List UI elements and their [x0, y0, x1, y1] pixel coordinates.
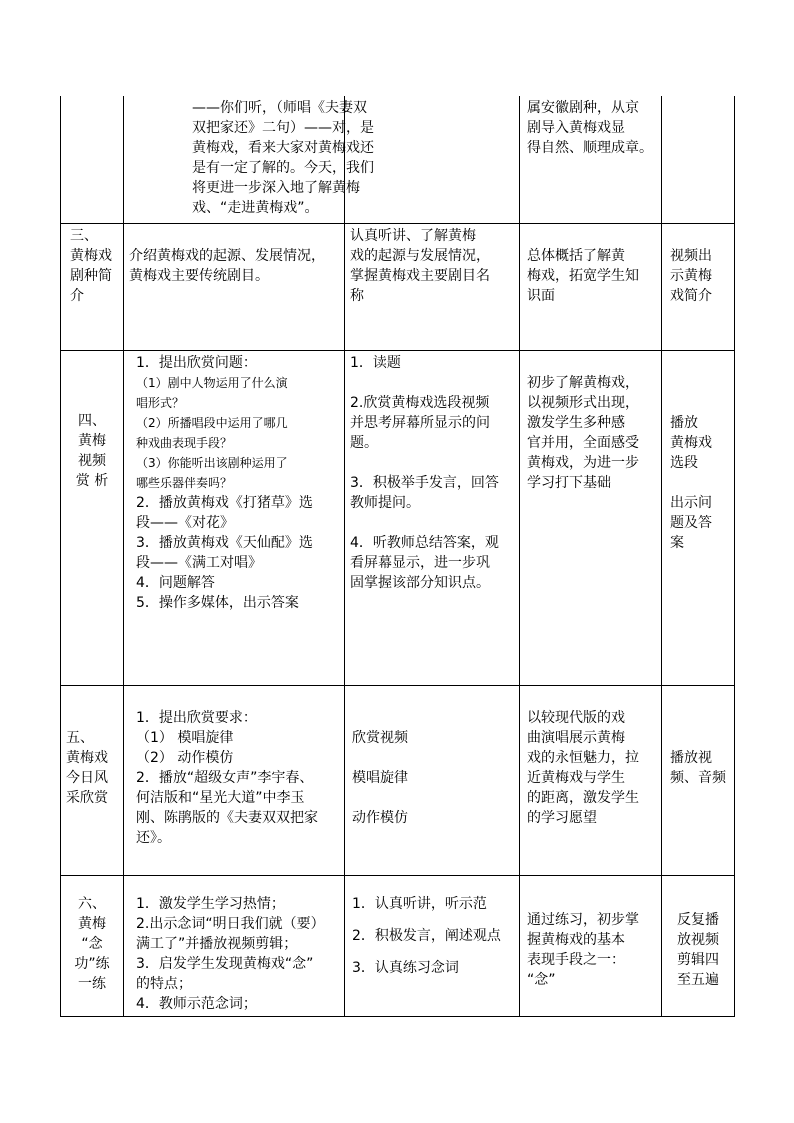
text-line: 哪些乐器伴奏吗？ [136, 475, 233, 490]
block-spacer [350, 453, 514, 473]
text-line: 2．积极发言，阐述观点 [352, 927, 501, 944]
text-line: 以较现代版的戏 [527, 709, 625, 726]
text-line: 频、音频 [670, 769, 726, 786]
text-line: 放视频 [677, 931, 719, 948]
text-line: 属安徽剧种，从京 [527, 100, 639, 116]
text-line: 黄梅戏 [66, 749, 108, 766]
text-line: 段——《对花》 [136, 514, 234, 531]
text-line: 一练 [78, 975, 106, 992]
text-line: 介绍黄梅戏的起源、发展情况， [129, 247, 325, 264]
text-line: 播放 [670, 414, 698, 431]
student-activity-cell [345, 223, 520, 350]
media-cell [662, 223, 735, 350]
text-line: 3．认真练习念词 [352, 959, 459, 976]
text-line: 黄梅戏 [670, 434, 712, 451]
text-line: 段——《满工对唱》 [136, 554, 262, 571]
text-line: （3）你能听出该剧种运用了 [136, 455, 288, 470]
text-line: 表现手段之一： [527, 951, 625, 968]
text-line: 剧导入黄梅戏显 [527, 120, 625, 136]
stage-cell [61, 875, 124, 1016]
text-line: 3．积极举手发言，回答 [350, 474, 499, 491]
text-line: 总体概括了解黄 [527, 247, 625, 264]
design-intent-cell [520, 223, 662, 350]
design-intent-cell [520, 96, 662, 223]
text-line: 戏简介 [670, 287, 712, 304]
text-line: 戏的起源与发展情况， [350, 247, 490, 264]
lesson-plan-table [60, 96, 735, 1017]
text-line: 黄梅戏，为进一步 [527, 454, 639, 471]
text-line: 四、 [78, 412, 106, 429]
text-line: 反复播 [677, 911, 719, 928]
block-spacer [350, 373, 514, 393]
text-line: 2．播放“超级女声”李宇春、 [136, 769, 314, 786]
text-line: 曲演唱展示黄梅 [527, 729, 625, 746]
block-spacer [352, 946, 514, 958]
text-line: 戏的永恒魅力，拉 [527, 749, 639, 766]
text-line: 黄梅 [78, 915, 106, 932]
text-line: 4．问题解答 [136, 574, 215, 591]
stage-cell [61, 96, 124, 223]
text-line: 双把家还》二句）——对，是 [192, 120, 374, 136]
media-cell [662, 685, 735, 875]
text-line: 3．播放黄梅戏《天仙配》选 [136, 534, 313, 551]
text-line: 1．激发学生学习热情； [136, 895, 285, 912]
block-spacer [670, 473, 729, 493]
text-line: 3．启发学生发现黄梅戏“念” [136, 955, 314, 972]
stage-cell [61, 223, 124, 350]
text-line: 固掌握该部分知识点。 [350, 574, 490, 591]
text-line: 教师提问。 [350, 494, 420, 511]
student-activity-cell [345, 685, 520, 875]
text-line: 以视频形式出现， [527, 394, 639, 411]
block-spacer [352, 914, 514, 926]
text-line: 5．操作多媒体，出示答案 [136, 594, 299, 611]
teacher-activity-cell [124, 875, 345, 1016]
media-cell [662, 875, 735, 1016]
text-line: 满工了”并播放视频剪辑； [136, 935, 298, 952]
text-line: 将更进一步深入地了解黄梅 [192, 180, 360, 196]
student-activity-cell [345, 350, 520, 685]
text-line: 称 [350, 287, 364, 304]
teacher-steps [136, 493, 339, 613]
block-spacer [350, 513, 514, 533]
text-line: 剧种简 [70, 267, 112, 284]
text-line: 模唱旋律 [352, 769, 408, 786]
text-line: 出示问 [670, 494, 712, 511]
teacher-activity-cell [124, 223, 345, 350]
text-line: 题。 [350, 434, 378, 451]
text-line: 4．听教师总结答案，观 [350, 534, 499, 551]
text-line: 识面 [527, 287, 555, 304]
table-row [61, 96, 735, 223]
text-line: 4．教师示范念词； [136, 995, 257, 1012]
text-line: 赏 析 [75, 472, 109, 489]
text-line: ——你们听，（师唱《夫妻双 [192, 100, 367, 116]
text-line: 黄梅戏主要传统剧目。 [129, 267, 269, 284]
text-line: 介 [70, 287, 84, 304]
table-row [61, 350, 735, 685]
text-line: 何洁版和“星光大道”中李玉 [136, 789, 305, 806]
design-intent-cell [520, 685, 662, 875]
text-line: 选段 [670, 454, 698, 471]
text-line: 还》。 [136, 829, 171, 846]
text-line: 并思考屏幕所显示的问 [350, 414, 490, 431]
text-line: 的距离，激发学生 [527, 789, 639, 806]
text-line: 激发学生多种感 [527, 414, 625, 431]
table-row [61, 223, 735, 350]
appreciation-questions-heading: 1．提出欣赏问题： [136, 354, 257, 371]
text-line: 握黄梅戏的基本 [527, 931, 625, 948]
stage-cell [61, 350, 124, 685]
text-line: 的学习愿望 [527, 809, 597, 826]
text-line: 1．读题 [350, 354, 401, 371]
block-spacer [352, 788, 514, 808]
text-line: 2.欣赏黄梅戏选段视频 [350, 394, 490, 411]
text-line: 黄梅戏，看来大家对黄梅戏还 [192, 140, 374, 156]
text-line: 看屏幕显示，进一步巩 [350, 554, 490, 571]
text-line: 梅戏，拓宽学生知 [527, 267, 639, 284]
teacher-activity-cell [124, 350, 345, 685]
text-line: 戏、“走进黄梅戏”。 [192, 200, 319, 216]
teacher-activity-cell [124, 96, 374, 223]
design-intent-cell [520, 350, 662, 685]
text-line: 今日风 [66, 769, 108, 786]
text-line: 1．提出欣赏要求： [136, 709, 257, 726]
text-line: 案 [670, 534, 684, 551]
text-line: 剪辑四 [677, 951, 719, 968]
text-line: 唱形式？ [136, 395, 185, 410]
text-line: 得自然、顺理成章。 [527, 140, 653, 156]
text-line: 动作模仿 [352, 809, 408, 826]
text-line: 1．认真听讲，听示范 [352, 895, 487, 912]
text-line: 官并用，全面感受 [527, 434, 639, 451]
block-spacer [352, 748, 514, 768]
text-line: 认真听讲、了解黄梅 [350, 227, 476, 244]
teacher-activity-cell [124, 685, 345, 875]
text-line: 通过练习，初步掌 [527, 911, 639, 928]
table-row [61, 685, 735, 875]
student-activity-cell [345, 875, 520, 1016]
text-line: 采欣赏 [66, 789, 108, 806]
text-line: 学习打下基础 [527, 474, 611, 491]
text-line: 视频 [78, 452, 106, 469]
text-line: 至五遍 [677, 971, 719, 988]
stage-cell [61, 685, 124, 875]
text-line: 功”练 [74, 955, 110, 972]
text-line: 是有一定了解的。今天，我们 [192, 160, 374, 176]
text-line: 的特点； [136, 975, 192, 992]
text-line: 六、 [78, 895, 106, 912]
text-line: “念” [527, 971, 556, 988]
text-line: 种戏曲表现手段？ [136, 435, 233, 450]
design-intent-cell [520, 875, 662, 1016]
text-line: （1）剧中人物运用了什么演 [136, 375, 288, 390]
text-line: “念 [81, 935, 103, 952]
text-line: 五、 [66, 729, 94, 746]
media-cell [662, 350, 735, 685]
text-line: 视频出 [670, 247, 712, 264]
text-line: 刚、陈鹃版的《夫妻双双把家 [136, 809, 318, 826]
text-line: 欣赏视频 [352, 729, 408, 746]
appreciation-questions [136, 373, 339, 493]
text-line: （1） 模唱旋律 [136, 729, 234, 746]
text-line: （2）所播唱段中运用了哪几 [136, 415, 288, 430]
text-line: 题及答 [670, 514, 712, 531]
text-line: 示黄梅 [670, 267, 712, 284]
text-line: 近黄梅戏与学生 [527, 769, 625, 786]
text-line: 2．播放黄梅戏《打猪草》选 [136, 494, 313, 511]
table-row [61, 875, 735, 1016]
text-line: （2） 动作模仿 [136, 749, 234, 766]
text-line: 黄梅 [78, 432, 106, 449]
text-line: 初步了解黄梅戏， [527, 374, 639, 391]
text-line: 2.出示念词“明日我们就（要） [136, 915, 325, 932]
media-cell [662, 96, 735, 223]
text-line: 三、 [70, 227, 98, 244]
text-line: 掌握黄梅戏主要剧目名 [350, 267, 490, 284]
text-line: 播放视 [670, 749, 712, 766]
text-line: 黄梅戏 [70, 247, 112, 264]
